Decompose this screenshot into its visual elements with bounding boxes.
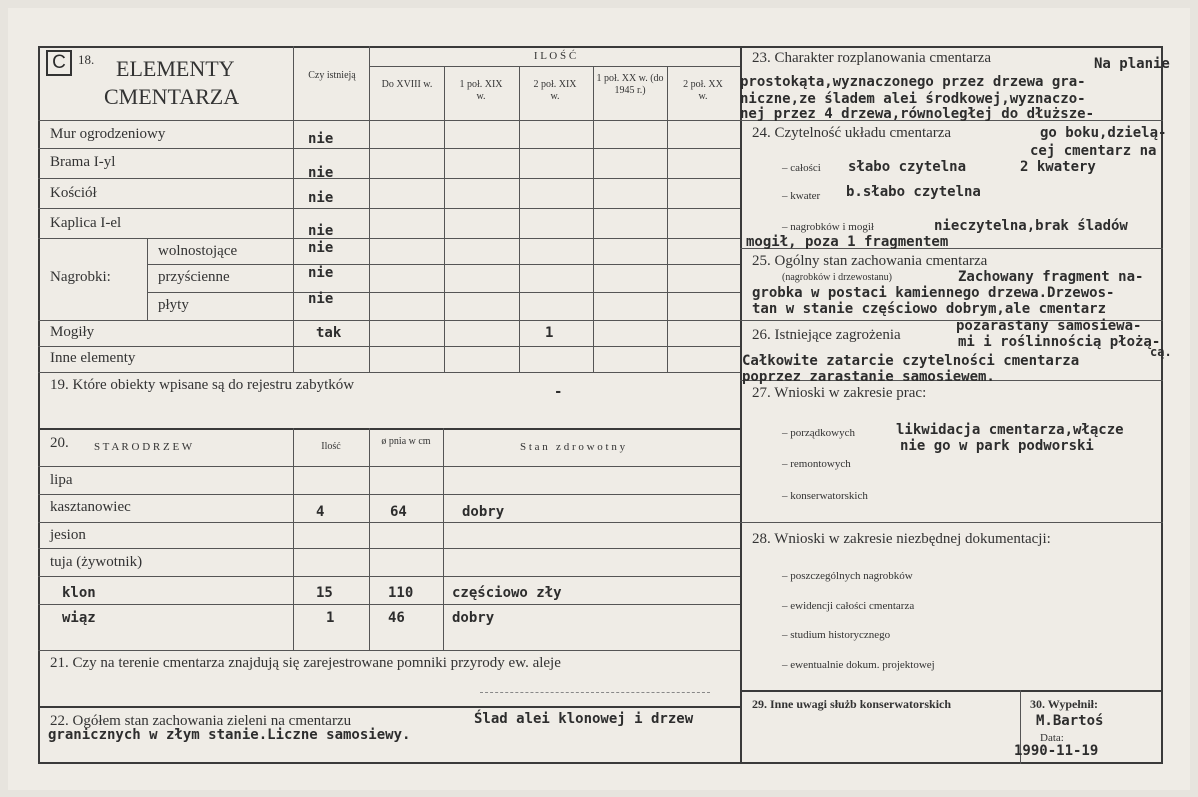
- s23-t0: Na planie: [1094, 56, 1170, 72]
- s26-label: 26. Istniejące zagrożenia: [752, 327, 901, 343]
- s30-date-label: Data:: [1040, 732, 1064, 744]
- s22-label: 22. Ogółem stan zachowania zieleni na cmentarzu: [50, 713, 352, 729]
- s27-porz-value1: likwidacja cmentarza,włącze: [896, 422, 1124, 438]
- s29-label: 29. Inne uwagi służb konserwatorskich: [752, 697, 952, 711]
- section-c-box: C: [46, 50, 72, 76]
- s20-col-stan: S t a n z d r o w o t n y: [520, 441, 626, 453]
- s25-t0: Zachowany fragment na-: [958, 269, 1144, 285]
- s27-porz-value2: nie go w park podworski: [900, 438, 1094, 454]
- tree-klon-stan: częściowo zły: [452, 585, 562, 601]
- divider-main: [740, 46, 742, 764]
- row-brama-label: Brama I-yl: [50, 154, 116, 170]
- s24-calosc-value: słabo czytelna: [848, 159, 967, 175]
- s24-nagrobkow-label: – nagrobków i mogił: [782, 221, 874, 233]
- s19-label: 19. Które obiekty wpisane są do rejestru zabytków: [50, 377, 355, 393]
- row-mur-label: Mur ogrodzeniowy: [50, 126, 166, 142]
- s30-label: 30. Wypełnił:: [1030, 697, 1099, 711]
- s23-t2: niczne,ze śladem alei środkowej,wyznaczo-: [740, 91, 1086, 107]
- s30-name: M.Bartoś: [1036, 713, 1104, 729]
- tree-kasztanowiec-stan: dobry: [462, 504, 505, 520]
- row-wolnostojace-value: nie: [308, 240, 334, 256]
- row-mogily-value: tak: [316, 325, 342, 341]
- s20-col-pnia: ø pnia w cm: [381, 436, 431, 447]
- s24-calosc-label: – całości: [782, 162, 821, 174]
- tree-wiaz-stan: dobry: [452, 610, 495, 626]
- s24-t3: mogił, poza 1 fragmentem: [746, 234, 949, 250]
- page-title-line1: ELEMENTY: [116, 56, 235, 81]
- s24-label: 24. Czytelność układu cmentarza: [752, 125, 952, 141]
- nagrobki-label: Nagrobki:: [50, 269, 111, 285]
- row-mogily-label: Mogiły: [50, 324, 95, 340]
- s28-label: 28. Wnioski w zakresie niezbędnej dokumentacji:: [752, 531, 1051, 547]
- s26-t1b: cą.: [1150, 345, 1172, 359]
- s24-kwater-value: b.słabo czytelna: [846, 184, 981, 200]
- s22-text2: granicznych w złym stanie.Liczne samosiewy.: [48, 727, 411, 743]
- row-przyscienne-label: przyścienne: [158, 269, 230, 285]
- row-kaplica-label: Kaplica I-el: [50, 215, 122, 231]
- s27-kons-label: – konserwatorskich: [782, 490, 868, 502]
- s27-label: 27. Wnioski w zakresie prac:: [752, 385, 927, 401]
- tree-kasztanowiec-pnia: 64: [390, 504, 407, 520]
- col-ilosc: I L O Ś Ć: [533, 50, 577, 62]
- col-czy-istnieja: Czy istnieją: [308, 70, 356, 81]
- tree-kasztanowiec-ilosc: 4: [316, 504, 325, 520]
- s24-kwater-label: – kwater: [782, 190, 821, 202]
- tree-tuja: tuja (żywotnik): [50, 554, 143, 570]
- tree-klon-pnia: 110: [388, 585, 414, 601]
- s27-rem-label: – remontowych: [782, 458, 851, 470]
- s20-col-ilosc: Ilość: [321, 441, 341, 452]
- s24-t0: go boku,dzielą-: [1040, 125, 1167, 141]
- s26-t2: Całkowite zatarcie czytelności cmentarza: [742, 353, 1080, 369]
- s23-t3: nej przez 4 drzewa,równoległej do dłuższe-: [740, 106, 1095, 122]
- row-brama-value: nie: [308, 165, 334, 181]
- row-kaplica-value: nie: [308, 223, 334, 239]
- tree-wiaz-ilosc: 1: [326, 610, 335, 626]
- s30-date: 1990-11-19: [1014, 743, 1099, 759]
- s20-header: S T A R O D R Z E W: [94, 441, 193, 453]
- s26-t1: mi i roślinnością płożą-: [958, 334, 1161, 350]
- s25-label: 25. Ogólny stan zachowania cmentarza: [752, 253, 988, 269]
- s28-item-nagrobkow: – poszczególnych nagrobków: [782, 570, 913, 582]
- s22-text1: Ślad alei klonowej i drzew: [474, 711, 694, 727]
- s25-sub: (nagrobków i drzewostanu): [782, 272, 892, 283]
- row-inne-label: Inne elementy: [50, 350, 136, 366]
- s28-item-projektowej: – ewentualnie dokum. projektowej: [782, 659, 935, 671]
- s19-value: -: [554, 384, 563, 400]
- tree-lipa: lipa: [50, 472, 73, 488]
- row-przyscienne-value: nie: [308, 265, 334, 281]
- s26-t3: poprzez zarastanie samosiewem.: [742, 369, 995, 385]
- mogily-count: 1: [545, 325, 554, 341]
- s26-t0: pozarastany samosiewa-: [956, 318, 1142, 334]
- row-plyty-value: nie: [308, 291, 334, 307]
- col-2pol-xix: 2 poł. XIX w.: [533, 79, 577, 102]
- col-xviii: Do XVIII w.: [381, 79, 433, 90]
- s20-num: 20.: [50, 435, 69, 451]
- tree-jesion: jesion: [50, 527, 86, 543]
- s21-label: 21. Czy na terenie cmentarza znajdują się zarejestrowane pomniki przyrody ew. aleje: [50, 655, 561, 671]
- s25-t1: grobka w postaci kamiennego drzewa.Drzewos-: [752, 285, 1115, 301]
- s28-item-studium: – studium historycznego: [782, 629, 891, 641]
- page-title-line2: CMENTARZA: [104, 84, 240, 109]
- tree-klon-ilosc: 15: [316, 585, 333, 601]
- s27-porz-label: – porządkowych: [782, 427, 856, 439]
- s24-t1: cej cmentarz na: [1030, 143, 1157, 159]
- col-2pol-xx: 2 poł. XX w.: [683, 79, 723, 102]
- section-number: 18.: [78, 52, 95, 67]
- s23-t1: prostokąta,wyznaczonego przez drzewa gra-: [740, 74, 1086, 90]
- row-mur-value: nie: [308, 131, 334, 147]
- s24-t2: 2 kwatery: [1020, 159, 1096, 175]
- tree-wiaz: wiąz: [62, 610, 96, 626]
- row-plyty-label: płyty: [158, 297, 189, 313]
- s28-item-ewidencji: – ewidencji całości cmentarza: [782, 600, 915, 612]
- tree-kasztanowiec: kasztanowiec: [50, 499, 131, 515]
- col-1pol-xix: 1 poł. XIX w.: [459, 79, 503, 102]
- row-kosciol-value: nie: [308, 190, 334, 206]
- tree-klon: klon: [62, 585, 96, 601]
- row-wolnostojace-label: wolnostojące: [158, 243, 238, 259]
- s24-nagrobkow-value: nieczytelna,brak śladów: [934, 218, 1128, 234]
- row-kosciol-label: Kościół: [50, 185, 97, 201]
- tree-wiaz-pnia: 46: [388, 610, 405, 626]
- col-1pol-xx: 1 poł. XX w. (do 1945 r.): [596, 73, 664, 96]
- s23-label: 23. Charakter rozplanowania cmentarza: [752, 50, 992, 66]
- s25-t2: tan w stanie częściowo dobrym,ale cmentarz: [752, 301, 1107, 317]
